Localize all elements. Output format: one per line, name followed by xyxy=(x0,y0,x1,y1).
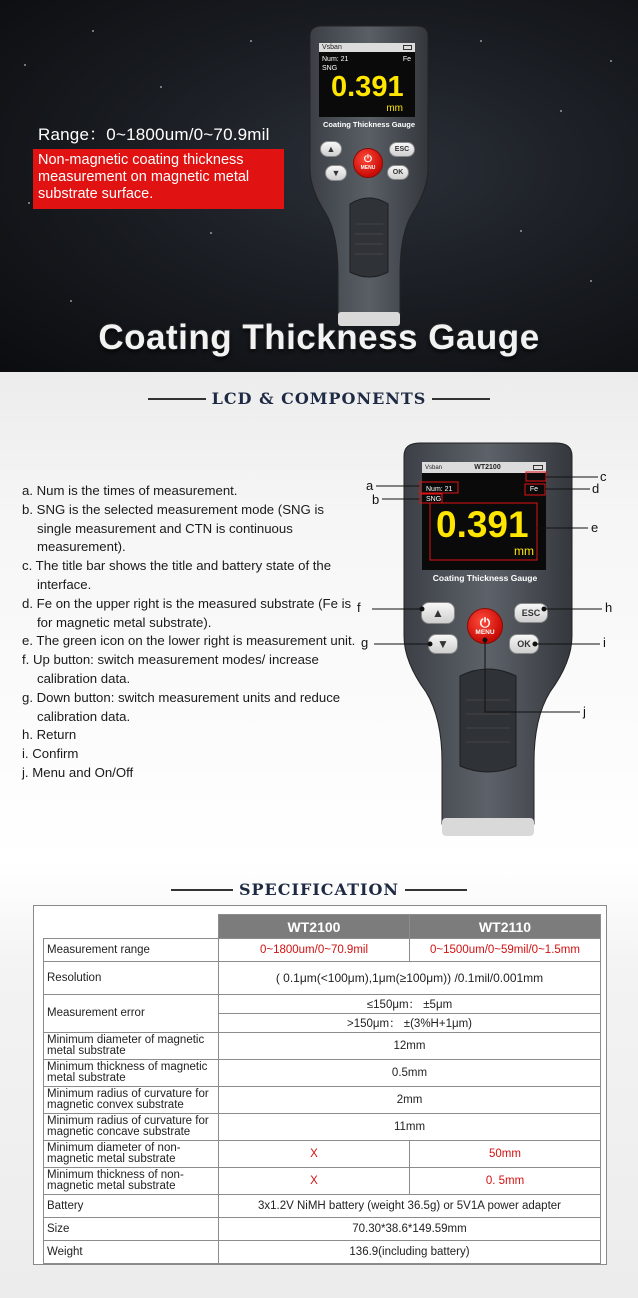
hero-lcd-screen xyxy=(319,43,415,117)
hero-title: Coating Thickness Gauge xyxy=(98,318,540,357)
spec-label: Minimum radius of curvature for magnetic concave substrate xyxy=(44,1114,219,1141)
device-label: Coating Thickness Gauge xyxy=(322,120,416,129)
spec-table xyxy=(43,914,601,1264)
spec-corner xyxy=(44,915,219,939)
device-label: Coating Thickness Gauge xyxy=(432,573,538,583)
spec-value: 0. 5mm xyxy=(410,1168,601,1195)
spec-label: Measurement error xyxy=(44,995,219,1033)
spec-value: >150μm： ±(3%H+1μm) xyxy=(219,1014,601,1033)
esc-button[interactable]: ESC xyxy=(389,142,415,157)
table-row xyxy=(44,1168,601,1195)
spec-label: Size xyxy=(44,1218,219,1241)
spec-value: 70.30*38.6*149.59mm xyxy=(219,1218,601,1241)
spec-label: Minimum diameter of magnetic metal substrate xyxy=(44,1033,219,1060)
spec-value: 2mm xyxy=(219,1087,601,1114)
table-row xyxy=(44,939,601,962)
callout-i: i xyxy=(603,635,606,650)
desc-item: a. Num is the times of measurement. xyxy=(22,483,238,498)
callout-e: e xyxy=(591,520,599,535)
header-rule-left xyxy=(148,398,206,400)
table-row xyxy=(44,1141,601,1168)
desc-item: f. Up button: switch measurement modes/ increase calibration data. xyxy=(22,652,319,686)
table-row xyxy=(44,1087,601,1114)
callout-h: h xyxy=(605,600,613,615)
lcd-mode: SNG xyxy=(426,496,442,503)
lcd-substrate: Fe xyxy=(529,486,538,493)
callout-j: j xyxy=(583,704,586,719)
spec-value: 3x1.2V NiMH battery (weight 36.5g) or 5V1A power adapter xyxy=(219,1195,601,1218)
spec-label: Minimum diameter of non-magnetic metal substrate xyxy=(44,1141,219,1168)
desc-item: i. Confirm xyxy=(22,746,79,762)
power-icon: ⏻ xyxy=(364,154,372,165)
header-rule-left xyxy=(171,889,233,891)
spec-label: Minimum radius of curvature for magnetic convex substrate xyxy=(44,1087,219,1114)
spec-value: 12mm xyxy=(219,1033,601,1060)
spec-label: Resolution xyxy=(44,962,219,995)
lcd-section-title: LCD & COMPONENTS xyxy=(211,389,427,408)
power-icon: ⏻ xyxy=(479,615,491,630)
spec-value: 50mm xyxy=(410,1141,601,1168)
spec-label: Minimum thickness of magnetic metal substrate xyxy=(44,1060,219,1087)
desc-item: e. The green icon on the lower right is measurement unit. xyxy=(22,633,356,649)
table-row xyxy=(44,1195,601,1218)
hero-device-image xyxy=(300,24,438,329)
lcd-reading: 0.391 xyxy=(331,71,404,103)
spec-section-title: SPECIFICATION xyxy=(238,880,400,899)
desc-item: c. The title bar shows the title and battery state of the interface. xyxy=(22,558,332,592)
table-row xyxy=(44,995,601,1014)
spec-col-wt2110: WT2110 xyxy=(410,915,601,939)
battery-icon xyxy=(403,45,412,50)
header-rule-right xyxy=(432,398,490,400)
component-descriptions xyxy=(22,482,358,783)
spec-label: Battery xyxy=(44,1195,219,1218)
table-row xyxy=(44,962,601,995)
lcd-bar-text: Vsban xyxy=(322,44,342,51)
spec-label: Weight xyxy=(44,1241,219,1264)
feature-note: Non-magnetic coating thickness measurement on magnetic metal substrate surface. xyxy=(33,149,284,209)
lcd-mode: SNG xyxy=(322,65,338,72)
ok-button[interactable]: OK xyxy=(387,165,409,180)
down-button[interactable]: ▼ xyxy=(325,165,347,181)
menu-label: MENU xyxy=(360,165,376,171)
hero-banner xyxy=(0,0,638,372)
desc-item: d. Fe on the upper right is the measured substrate (Fe is for magnetic metal substrate). xyxy=(22,595,352,630)
components-device-image xyxy=(394,440,582,840)
lcd-num: Num: 21 xyxy=(426,486,453,493)
lcd-substrate: Fe xyxy=(402,56,411,63)
spec-value: X xyxy=(219,1141,410,1168)
callout-g: g xyxy=(361,635,369,650)
desc-item: b. SNG is the selected measurement mode (SNG is single measurement and CTN is continuous measurement). xyxy=(22,501,324,555)
callout-b: b xyxy=(372,492,380,507)
callout-c: c xyxy=(600,469,607,484)
table-row xyxy=(44,1114,601,1141)
up-button[interactable]: ▲ xyxy=(421,602,455,624)
spec-value: ( 0.1μm(<100μm),1μm(≥100μm)) /0.1mil/0.001mm xyxy=(219,962,601,995)
spec-label: Minimum thickness of non-magnetic metal substrate xyxy=(44,1168,219,1195)
spec-label: Measurement range xyxy=(44,939,219,962)
lcd-num: Num: 21 xyxy=(322,56,349,63)
lcd-reading: 0.391 xyxy=(436,504,529,545)
menu-power-button[interactable] xyxy=(467,608,503,644)
spec-value: ≤150μm： ±5μm xyxy=(219,995,601,1014)
table-row xyxy=(44,1241,601,1264)
table-row xyxy=(44,1060,601,1087)
desc-item: j. Menu and On/Off xyxy=(22,764,134,780)
menu-label: MENU xyxy=(475,629,495,636)
battery-icon xyxy=(533,465,543,470)
spec-section-header xyxy=(0,880,638,899)
callout-d: d xyxy=(592,481,600,496)
header-rule-right xyxy=(405,889,467,891)
spec-value: 136.9(including battery) xyxy=(219,1241,601,1264)
lcd-bar-text: Vsban xyxy=(425,464,443,471)
desc-item: g. Down button: switch measurement units and reduce calibration data. xyxy=(22,689,341,724)
table-row xyxy=(44,1033,601,1060)
spec-value: X xyxy=(219,1168,410,1195)
spec-value: 0~1500um/0~59mil/0~1.5mm xyxy=(410,939,601,962)
lcd-title-bar xyxy=(319,43,415,52)
callout-a: a xyxy=(366,478,374,493)
table-row xyxy=(44,1218,601,1241)
spec-value: 0.5mm xyxy=(219,1060,601,1087)
spec-col-wt2100: WT2100 xyxy=(219,915,410,939)
lcd-title-bar xyxy=(422,462,546,473)
spec-value: 0~1800um/0~70.9mil xyxy=(219,939,410,962)
lcd-unit: mm xyxy=(514,544,534,558)
range-text: Range：0~1800um/0~70.9mil xyxy=(38,125,270,144)
menu-power-button[interactable] xyxy=(353,148,383,178)
ok-button[interactable]: OK xyxy=(509,634,539,654)
lcd-unit: mm xyxy=(386,103,403,114)
down-button[interactable]: ▼ xyxy=(428,634,458,654)
desc-item: h. Return xyxy=(22,727,77,743)
lcd-section-header xyxy=(0,389,638,408)
up-button[interactable]: ▲ xyxy=(320,141,342,157)
spec-value: 11mm xyxy=(219,1114,601,1141)
esc-button[interactable]: ESC xyxy=(514,603,548,623)
lcd-model: WT2100 xyxy=(474,464,501,471)
callout-f: f xyxy=(357,600,361,615)
components-lcd-screen xyxy=(422,462,546,570)
